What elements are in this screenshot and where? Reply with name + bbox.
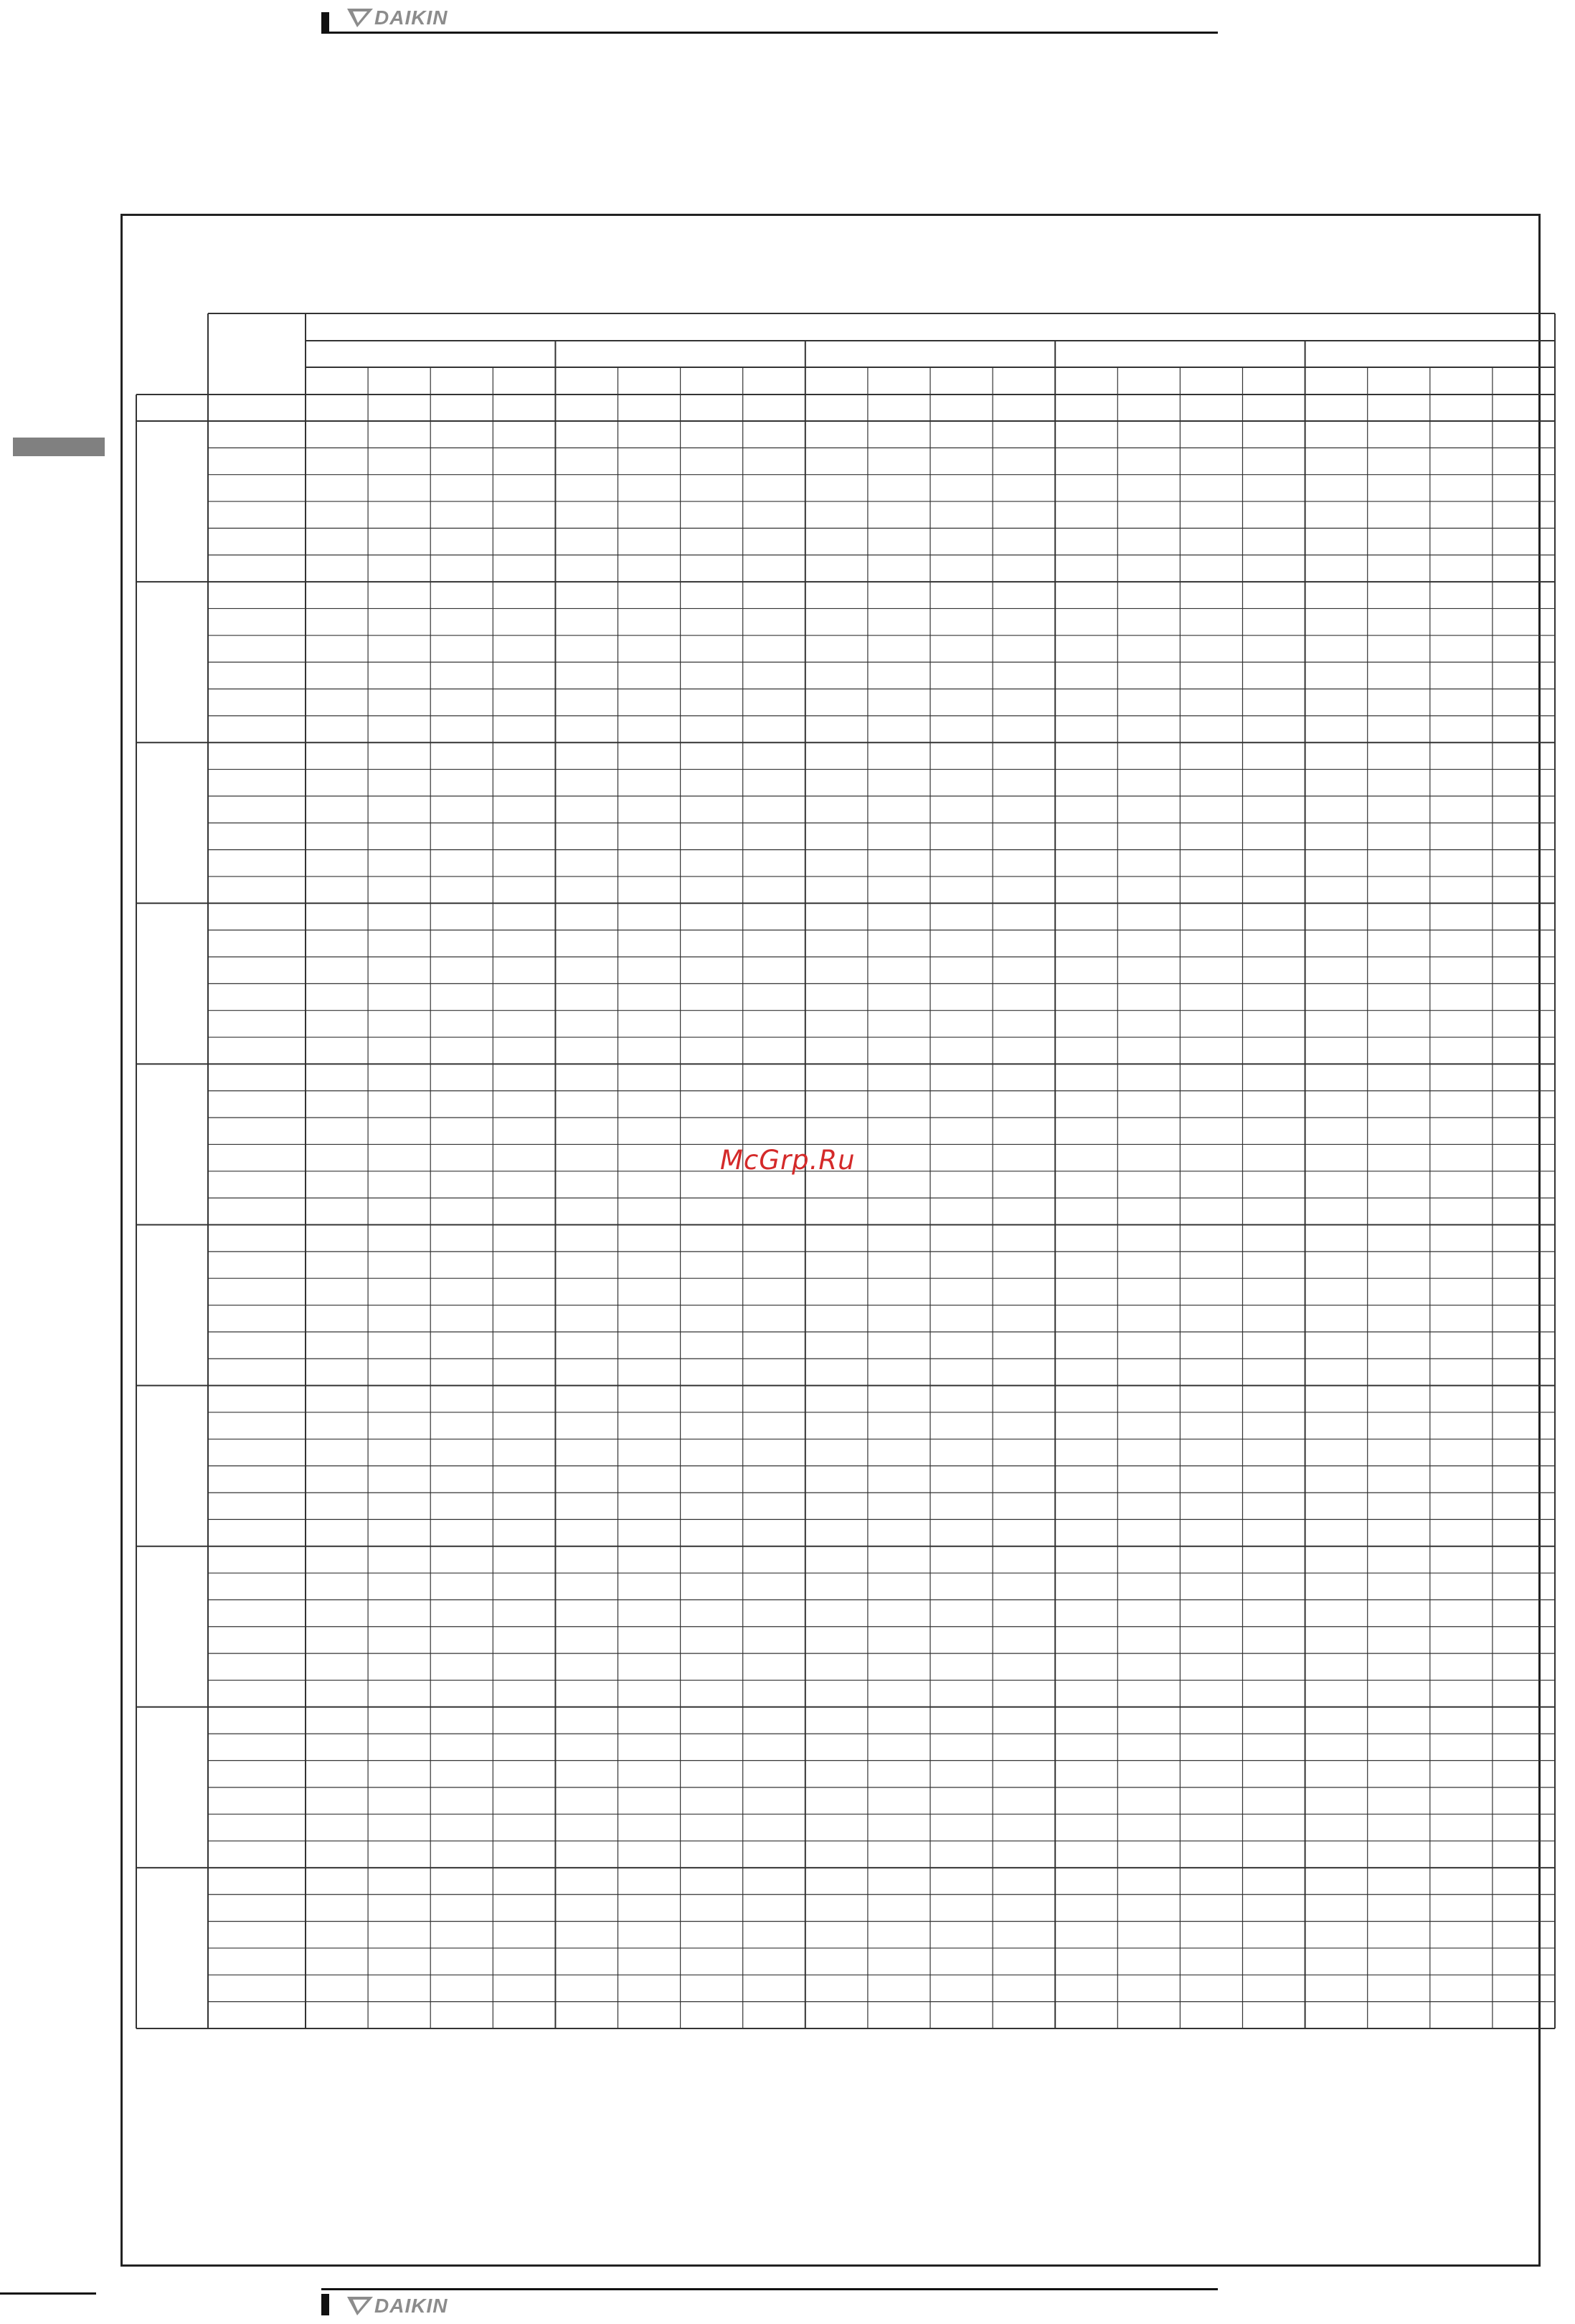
footer-rule bbox=[321, 2288, 1218, 2290]
daikin-logo-icon bbox=[347, 2295, 373, 2317]
footer-logo-bar bbox=[321, 2294, 329, 2315]
header-brand-text: DAIKIN bbox=[374, 6, 448, 29]
footer-left-rule bbox=[0, 2292, 96, 2295]
footer-brand-text: DAIKIN bbox=[374, 2295, 448, 2317]
watermark-text: McGrp.Ru bbox=[720, 1145, 856, 1176]
